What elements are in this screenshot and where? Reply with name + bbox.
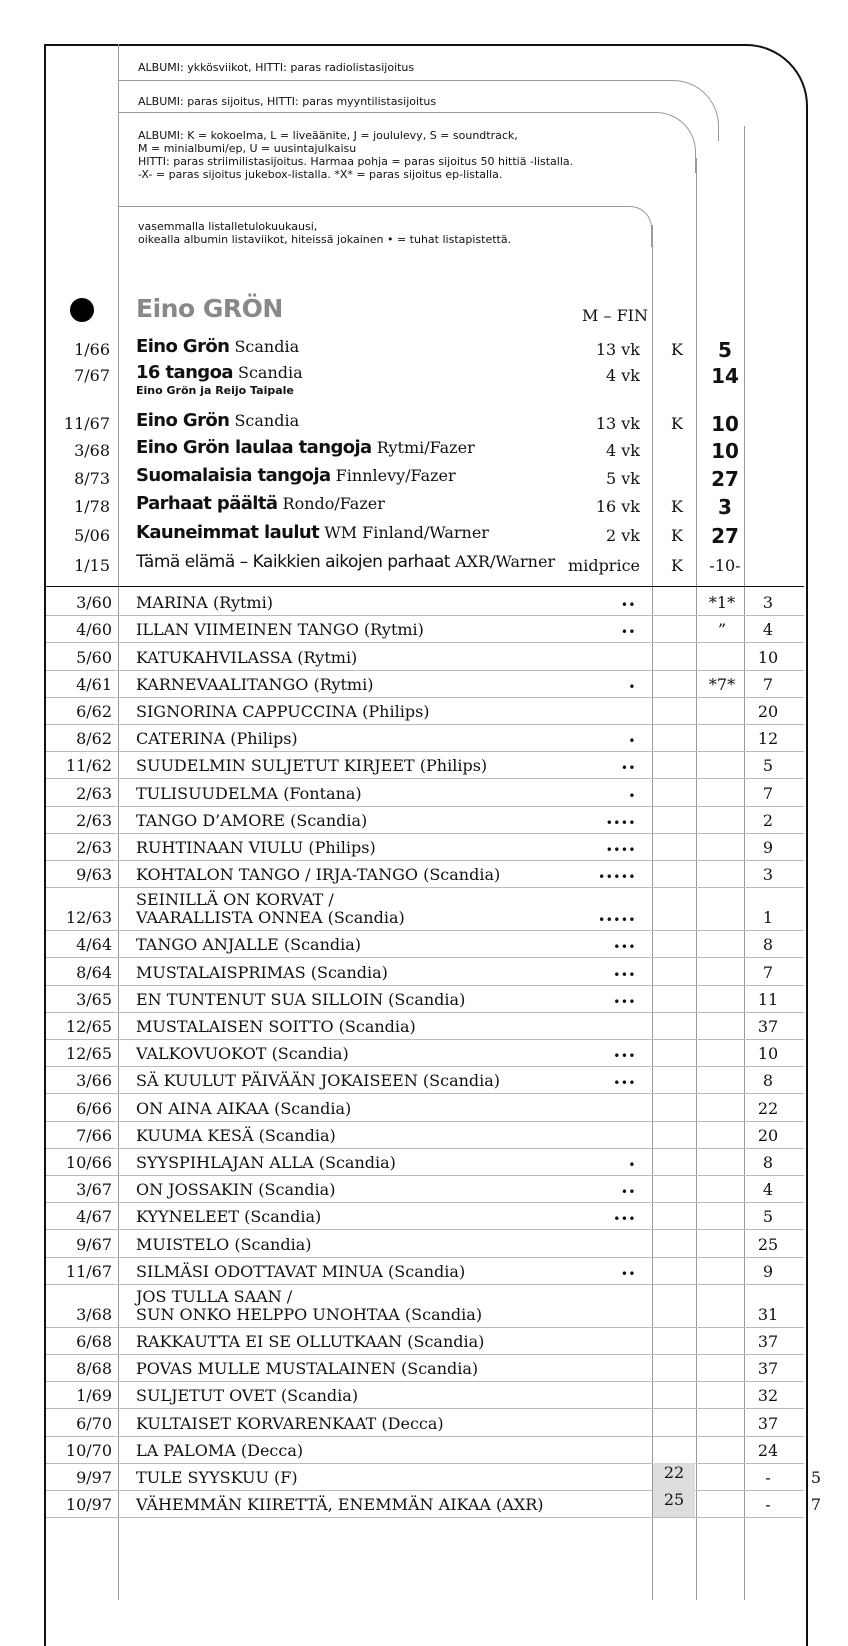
album-title-line [136, 552, 555, 572]
single-title-line: KOHTALON TANGO / IRJA-TANGO (Scandia) [136, 865, 501, 885]
album-label: Rytmi/Fazer [376, 438, 475, 457]
single-stream-peak: 22 [653, 1463, 695, 1490]
single-title [136, 1333, 484, 1351]
single-title [136, 757, 487, 775]
single-row [46, 642, 804, 670]
single-title [136, 1263, 465, 1281]
single-points: •• [620, 625, 636, 640]
album-label: AXR/Warner [455, 552, 556, 571]
album-title-line [136, 437, 475, 458]
single-row [46, 1490, 822, 1518]
single-radio-peak: 37 [757, 1016, 779, 1036]
single-title-line: TULE SYYSKUU (F) [136, 1467, 298, 1487]
single-radio-peak: 3 [762, 593, 774, 613]
single-radio-peak: 20 [757, 1125, 779, 1145]
single-title-line: TULISUUDELMA (Fontana) [136, 783, 362, 803]
single-title [136, 1442, 303, 1460]
single-date: 4/61 [76, 674, 112, 694]
single-title [136, 1018, 416, 1036]
single-points: •••• [605, 842, 636, 857]
album-date: 1/66 [74, 340, 110, 359]
single-date: 8/62 [76, 729, 112, 749]
single-radio-peak: 37 [757, 1359, 779, 1379]
single-radio-peak: 25 [757, 1234, 779, 1254]
single-points: ••••• [598, 870, 636, 885]
album-label: WM Finland/Warner [324, 523, 489, 542]
single-title [136, 1100, 351, 1118]
album-title: Eino Grön [136, 336, 230, 357]
single-points: ••• [613, 967, 636, 982]
single-radio-peak: 11 [757, 989, 779, 1009]
single-radio-peak: 2 [762, 810, 774, 830]
single-title-line: MARINA (Rytmi) [136, 593, 273, 613]
single-date: 1/69 [76, 1386, 112, 1406]
single-points: ••• [613, 1076, 636, 1091]
single-title [136, 1181, 335, 1199]
single-title [136, 991, 465, 1009]
single-row [46, 588, 804, 616]
single-title-line: SEINILLÄ ON KORVAT / [136, 890, 334, 910]
album-row [0, 522, 848, 548]
single-radio-peak: 37 [757, 1331, 779, 1351]
album-title: Eino Grön laulaa tangoja [136, 437, 372, 458]
album-row [0, 410, 848, 436]
single-title-line: KUUMA KESÄ (Scandia) [136, 1125, 336, 1145]
album-label: Rondo/Fazer [282, 494, 385, 513]
album-date: 1/78 [74, 497, 110, 516]
single-points: • [628, 734, 636, 749]
album-date: 5/06 [74, 526, 110, 545]
single-radio-peak: 10 [757, 1044, 779, 1064]
album-peak: 3 [718, 495, 732, 519]
album-peak: -10- [709, 556, 741, 575]
legend-line-4-row-0: vasemmalla listalletulokuukausi, [138, 220, 318, 233]
single-radio-peak: 24 [757, 1440, 779, 1460]
single-title-line: RUHTINAAN VIULU (Philips) [136, 837, 376, 857]
single-row [46, 1327, 804, 1355]
album-label: Finnlevy/Fazer [335, 466, 456, 485]
single-radio-peak: 7 [762, 674, 774, 694]
single-points: •• [620, 1185, 636, 1200]
album-weeks: 5 vk [606, 469, 640, 488]
single-date: 2/63 [76, 783, 112, 803]
single-radio-peak: - [765, 1467, 771, 1487]
single-row [46, 751, 804, 779]
single-title-line: ON JOSSAKIN (Scandia) [136, 1180, 336, 1200]
single-title-line: SILMÄSI ODOTTAVAT MINUA (Scandia) [136, 1261, 466, 1281]
single-stream-peak: 25 [653, 1490, 695, 1517]
single-radio-peak: 9 [762, 837, 774, 857]
album-weeks: 2 vk [606, 526, 640, 545]
single-sales-peak: *7* [708, 674, 736, 694]
single-title-line: KARNEVAALITANGO (Rytmi) [136, 674, 374, 694]
artist-origin: M – FIN [582, 306, 648, 325]
single-title [136, 676, 373, 694]
single-radio-peak: 22 [757, 1098, 779, 1118]
album-title: Parhaat päältä [136, 493, 278, 514]
single-row [46, 1408, 804, 1436]
album-title-line [136, 410, 299, 431]
single-radio-peak: 8 [762, 1152, 774, 1172]
album-row [0, 465, 848, 491]
single-row [46, 1012, 804, 1040]
single-title-line: POVAS MULLE MUSTALAINEN (Scandia) [136, 1359, 479, 1379]
album-title: Suomalaisia tangoja [136, 465, 331, 486]
single-title [136, 1127, 336, 1145]
single-date: 12/63 [65, 908, 112, 928]
legend-line-4 [138, 220, 511, 246]
album-weeks: 4 vk [606, 441, 640, 460]
single-date: 12/65 [65, 1044, 112, 1064]
album-peak: 5 [718, 338, 732, 362]
single-title-line: SUUDELMIN SULJETUT KIRJEET (Philips) [136, 756, 488, 776]
album-row [0, 552, 848, 578]
single-extra-peak: 5 [810, 1467, 822, 1487]
single-row [46, 806, 804, 834]
single-points: ••• [613, 940, 636, 955]
single-date: 3/67 [76, 1180, 112, 1200]
album-label: Scandia [234, 411, 300, 430]
single-title-line: VAARALLISTA ONNEA (Scandia) [136, 908, 405, 928]
single-date: 11/67 [65, 1261, 112, 1281]
single-title [136, 649, 357, 667]
single-date: 6/70 [76, 1413, 112, 1433]
single-radio-peak: - [765, 1495, 771, 1515]
single-row [46, 697, 804, 725]
single-date: 2/63 [76, 810, 112, 830]
single-title-line: EN TUNTENUT SUA SILLOIN (Scandia) [136, 989, 466, 1009]
single-title-line: RAKKAUTTA EI SE OLLUTKAAN (Scandia) [136, 1331, 485, 1351]
single-title [136, 1236, 311, 1254]
album-peak: 10 [711, 439, 739, 463]
album-peak: 14 [711, 364, 739, 388]
single-date: 3/66 [76, 1071, 112, 1091]
single-row [46, 1121, 804, 1149]
single-row [46, 1066, 804, 1094]
single-title-line: KYYNELEET (Scandia) [136, 1207, 322, 1227]
single-title-line: VALKOVUOKOT (Scandia) [136, 1044, 349, 1064]
single-title [136, 1072, 500, 1090]
single-title [136, 1288, 482, 1324]
single-points: • [628, 679, 636, 694]
single-points: •• [620, 598, 636, 613]
single-points: ••• [613, 994, 636, 1009]
single-date: 11/62 [65, 756, 112, 776]
single-radio-peak: 31 [757, 1304, 779, 1324]
single-date: 5/60 [76, 647, 112, 667]
album-title-line [136, 522, 489, 543]
legend-line-3 [138, 129, 573, 181]
single-points: • [628, 788, 636, 803]
single-title [136, 1469, 298, 1487]
single-title [136, 891, 405, 927]
album-row [0, 437, 848, 463]
artist-name: Eino GRÖN [136, 294, 283, 323]
single-title-line: SÄ KUULUT PÄIVÄÄN JOKAISEEN (Scandia) [136, 1071, 501, 1091]
album-row [0, 493, 848, 519]
legend-line-3-row-2: HITTI: paras striimilistasijoitus. Harmaa pohja = paras sijoitus 50 hittiä -listalla. [138, 155, 574, 168]
single-date: 4/60 [76, 620, 112, 640]
single-row [46, 1354, 804, 1382]
album-weeks: 13 vk [595, 414, 640, 433]
single-radio-peak: 9 [762, 1261, 774, 1281]
single-points: •••• [605, 815, 636, 830]
album-title-line [136, 362, 303, 383]
album-type: K [671, 556, 683, 575]
single-title-line: MUSTALAISEN SOITTO (Scandia) [136, 1016, 416, 1036]
single-row [46, 1148, 804, 1176]
album-title: Tämä elämä – Kaikkien aikojen parhaat [136, 552, 450, 572]
single-row [46, 887, 804, 931]
single-title-line: MUISTELO (Scandia) [136, 1234, 312, 1254]
album-row [0, 362, 848, 397]
single-title [136, 1045, 349, 1063]
single-row [46, 860, 804, 888]
single-sales-peak: ” [717, 620, 727, 640]
album-title: 16 tangoa [136, 362, 233, 383]
single-title [136, 839, 376, 857]
single-radio-peak: 20 [757, 701, 779, 721]
single-date: 4/64 [76, 935, 112, 955]
single-title-line: CATERINA (Philips) [136, 729, 298, 749]
single-title [136, 1415, 444, 1433]
album-type: K [671, 526, 683, 545]
single-date: 6/62 [76, 701, 112, 721]
single-title [136, 1208, 321, 1226]
legend-line-1: ALBUMI: ykkösviikot, HITTI: paras radiolistasijoitus [138, 61, 415, 74]
album-label: Scandia [234, 337, 300, 356]
legend-line-3-row-1: M = minialbumi/ep, U = uusintajulkaisu [138, 142, 357, 155]
single-extra-peak: 7 [810, 1495, 822, 1515]
single-title-line: SYYSPIHLAJAN ALLA (Scandia) [136, 1152, 396, 1172]
single-title [136, 1360, 478, 1378]
legend-line-4-row-1: oikealla albumin listaviikot, hiteissä jokainen • = tuhat listapistettä. [138, 233, 512, 246]
single-title-line: TANGO D’AMORE (Scandia) [136, 810, 368, 830]
single-radio-peak: 4 [762, 620, 774, 640]
album-date: 8/73 [74, 469, 110, 488]
single-title [136, 785, 362, 803]
album-weeks: 16 vk [595, 497, 640, 516]
single-radio-peak: 8 [762, 1071, 774, 1091]
single-title-line: KATUKAHVILASSA (Rytmi) [136, 647, 358, 667]
single-date: 9/63 [76, 865, 112, 885]
single-title-line: TANGO ANJALLE (Scandia) [136, 935, 362, 955]
single-sales-peak: *1* [708, 593, 736, 613]
single-title [136, 866, 500, 884]
album-date: 1/15 [74, 556, 110, 575]
album-peak: 27 [711, 467, 739, 491]
album-weeks: 13 vk [595, 340, 640, 359]
single-title [136, 730, 298, 748]
album-date: 11/67 [63, 414, 110, 433]
single-title-line: SUN ONKO HELPPO UNOHTAA (Scandia) [136, 1304, 483, 1324]
single-date: 9/97 [76, 1467, 112, 1487]
single-row [46, 1257, 804, 1285]
single-date: 6/66 [76, 1098, 112, 1118]
single-title [136, 1154, 396, 1172]
single-date: 6/68 [76, 1331, 112, 1351]
album-row [0, 336, 848, 362]
single-row [46, 1175, 804, 1203]
single-date: 10/70 [65, 1440, 112, 1460]
single-date: 3/60 [76, 593, 112, 613]
single-points: •• [620, 1266, 636, 1281]
single-points: •• [620, 761, 636, 776]
album-weeks: 4 vk [606, 366, 640, 385]
album-date: 7/67 [74, 366, 110, 385]
single-row [46, 1229, 804, 1257]
album-weeks: midprice [568, 556, 640, 575]
album-label: Scandia [237, 363, 303, 382]
album-type: K [671, 340, 683, 359]
artist-marker-icon [70, 298, 94, 322]
single-date: 4/67 [76, 1207, 112, 1227]
single-title [136, 621, 424, 639]
single-title [136, 964, 388, 982]
single-date: 10/66 [65, 1152, 112, 1172]
single-radio-peak: 8 [762, 935, 774, 955]
single-radio-peak: 12 [757, 729, 779, 749]
single-title [136, 1387, 358, 1405]
single-row [46, 670, 804, 698]
single-date: 10/97 [65, 1495, 112, 1515]
legend-line-2: ALBUMI: paras sijoitus, HITTI: paras myyntilistasijoitus [138, 95, 437, 108]
single-title [136, 812, 367, 830]
single-points: ••• [613, 1212, 636, 1227]
single-radio-peak: 7 [762, 962, 774, 982]
album-peak: 10 [711, 412, 739, 436]
single-radio-peak: 3 [762, 865, 774, 885]
single-points: • [628, 1157, 636, 1172]
single-title [136, 594, 273, 612]
single-row [46, 1284, 804, 1328]
single-title-line: SULJETUT OVET (Scandia) [136, 1386, 359, 1406]
section-divider [46, 586, 804, 587]
single-title [136, 1496, 544, 1514]
album-title: Eino Grön [136, 410, 230, 431]
single-title-line: LA PALOMA (Decca) [136, 1440, 304, 1460]
single-date: 8/64 [76, 962, 112, 982]
single-date: 9/67 [76, 1234, 112, 1254]
single-title-line: SIGNORINA CAPPUCCINA (Philips) [136, 701, 430, 721]
single-radio-peak: 1 [762, 908, 774, 928]
single-row [46, 957, 804, 985]
single-radio-peak: 5 [762, 756, 774, 776]
single-radio-peak: 37 [757, 1413, 779, 1433]
album-type: K [671, 497, 683, 516]
single-radio-peak: 5 [762, 1207, 774, 1227]
album-title-line [136, 465, 456, 486]
album-title-line [136, 493, 385, 514]
single-title-line: ILLAN VIIMEINEN TANGO (Rytmi) [136, 620, 424, 640]
single-points: ••• [613, 1049, 636, 1064]
single-title [136, 936, 361, 954]
single-date: 8/68 [76, 1359, 112, 1379]
single-title-line: VÄHEMMÄN KIIRETTÄ, ENEMMÄN AIKAA (AXR) [136, 1495, 544, 1515]
single-title-line: ON AINA AIKAA (Scandia) [136, 1098, 352, 1118]
single-row [46, 1093, 804, 1121]
single-row [46, 724, 804, 752]
single-row [46, 985, 804, 1013]
single-date: 12/65 [65, 1016, 112, 1036]
single-row [46, 1436, 804, 1464]
single-radio-peak: 4 [762, 1180, 774, 1200]
album-title-line [136, 336, 299, 357]
single-title-line: KULTAISET KORVARENKAAT (Decca) [136, 1413, 444, 1433]
album-subtitle: Eino Grön ja Reijo Taipale [136, 384, 294, 397]
single-date: 3/68 [76, 1304, 112, 1324]
single-points: ••••• [598, 913, 636, 928]
album-date: 3/68 [74, 441, 110, 460]
single-row [46, 930, 804, 958]
legend-line-3-row-0: ALBUMI: K = kokoelma, L = liveäänite, J = joululevy, S = soundtrack, [138, 129, 518, 142]
single-date: 7/66 [76, 1125, 112, 1145]
single-row [46, 1381, 804, 1409]
album-type: K [671, 414, 683, 433]
single-radio-peak: 10 [757, 647, 779, 667]
single-radio-peak: 7 [762, 783, 774, 803]
single-title [136, 703, 430, 721]
single-radio-peak: 32 [757, 1386, 779, 1406]
single-title-line: JOS TULLA SAAN / [136, 1286, 293, 1306]
single-row [46, 615, 804, 643]
album-title: Kauneimmat laulut [136, 522, 320, 543]
single-row [46, 1202, 804, 1230]
single-row [46, 1462, 822, 1491]
single-date: 2/63 [76, 837, 112, 857]
single-title-line: MUSTALAISPRIMAS (Scandia) [136, 962, 388, 982]
single-row [46, 833, 804, 861]
legend-line-3-row-3: -X- = paras sijoitus jukebox-listalla. *X* = paras sijoitus ep-listalla. [138, 168, 503, 181]
single-date: 3/65 [76, 989, 112, 1009]
single-row [46, 778, 804, 806]
single-row [46, 1039, 804, 1067]
album-peak: 27 [711, 524, 739, 548]
